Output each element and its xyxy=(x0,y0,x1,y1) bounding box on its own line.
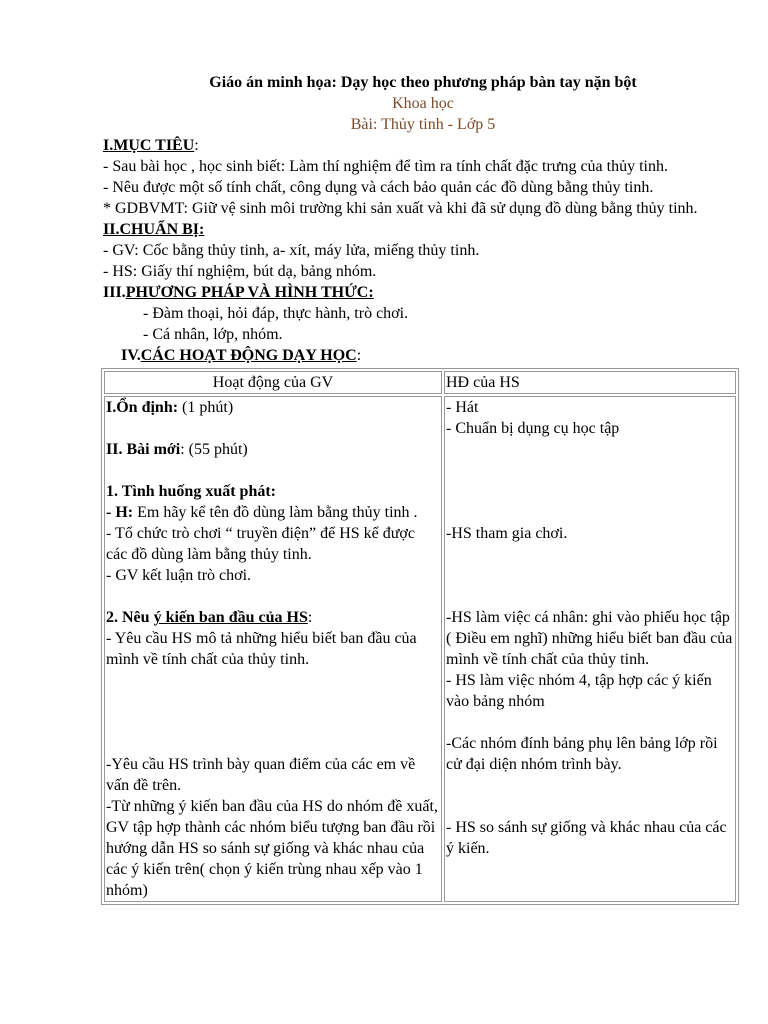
step2-line-2: -Yêu cầu HS trình bày quan điểm của các em về vấn đề trên. xyxy=(106,756,416,794)
section3-line-2: - Cá nhân, lớp, nhóm. xyxy=(143,326,283,343)
lesson-plan-page xyxy=(103,72,743,905)
section3-line-1: - Đàm thoại, hỏi đáp, thực hành, trò chơi. xyxy=(143,305,409,322)
section4-heading-line xyxy=(103,345,743,366)
section1-line-2: - Nêu được một số tính chất, công dụng và cách bảo quản các đồ dùng bằng thủy tinh. xyxy=(103,179,654,196)
table-row xyxy=(104,396,736,902)
section4-prefix: IV. xyxy=(121,347,141,364)
section1-line-3: * GDBVMT: Giữ vệ sinh môi trường khi sản xuất và khi đã sử dụng đồ dùng bằng thủy tinh. xyxy=(103,200,698,217)
section3-heading-line xyxy=(103,282,743,303)
step1-heading: 1. Tình huống xuất phát: xyxy=(106,483,276,500)
section4-colon: : xyxy=(356,347,362,364)
on-dinh-line xyxy=(106,397,440,418)
bai-moi-label: II. Bài mới xyxy=(106,441,181,458)
activities-table xyxy=(101,368,739,905)
step1-line-3: - GV kết luận trò chơi. xyxy=(106,567,252,584)
step2-line-1: - Yêu cầu HS mô tả những hiểu biết ban đầu của mình về tính chất của thủy tinh. xyxy=(106,630,417,668)
header-gv-activity: Hoạt động của GV xyxy=(104,371,442,394)
section3-heading: PHƯƠNG PHÁP VÀ HÌNH THỨC: xyxy=(125,284,374,301)
step1-h-text: Em hãy kể tên đồ dùng làm bằng thủy tinh . xyxy=(133,504,418,521)
section1-colon: : xyxy=(194,137,199,154)
section2-line-2: - HS: Giấy thí nghiệm, bút dạ, bảng nhóm. xyxy=(103,263,377,280)
step2-heading-b: ý kiến ban đầu của HS xyxy=(153,609,308,626)
hs-line-3: -HS tham gia chơi. xyxy=(446,525,568,542)
table-header-row xyxy=(104,371,736,394)
hs-line-7: - HS so sánh sự giống và khác nhau của các ý kiến. xyxy=(446,819,727,857)
step1-h-label: - H: xyxy=(106,504,134,521)
step2-line-3: -Từ những ý kiến ban đầu của HS do nhóm đề xuất, GV tập hợp thành các nhóm biểu tượng ban đầu rồi hướng dẫn HS so sánh sự giống và khác nhau của các ý kiến trên( chọn ý kiến trùng nhau xếp vào 1 nhóm) xyxy=(106,798,438,899)
step2-heading-c: : xyxy=(307,609,313,626)
section4-heading: CÁC HOẠT ĐỘNG DẠY HỌC xyxy=(140,347,357,364)
section2-heading: II.CHUẨN BỊ: xyxy=(103,221,205,238)
bai-moi-line xyxy=(106,439,440,460)
hs-line-1: - Hát xyxy=(446,399,479,416)
on-dinh-time: (1 phút) xyxy=(178,399,234,416)
section1-heading-line xyxy=(103,135,743,156)
hs-line-5: - HS làm việc nhóm 4, tập hợp các ý kiến vào bảng nhóm xyxy=(446,672,712,710)
hs-line-2: - Chuẩn bị dụng cụ học tập xyxy=(446,420,620,437)
section1-line-1: - Sau bài học , học sinh biết: Làm thí nghiệm để tìm ra tính chất đặc trưng của thủy tinh. xyxy=(103,158,668,175)
step2-heading xyxy=(106,607,440,628)
gv-activity-cell xyxy=(104,396,442,902)
subject-line: Khoa học xyxy=(392,95,454,112)
step1-line-2: - Tổ chức trò chơi “ truyền điện” để HS kể được các đồ dùng làm bằng thủy tinh. xyxy=(106,525,415,563)
header-hs-activity: HĐ của HS xyxy=(444,371,736,394)
hs-line-6: -Các nhóm đính bảng phụ lên bảng lớp rồi cử đại diện nhóm trình bày. xyxy=(446,735,718,773)
hs-activity-cell xyxy=(444,396,736,902)
lesson-line: Bài: Thủy tinh - Lớp 5 xyxy=(350,116,496,133)
bai-moi-time: : (55 phút) xyxy=(180,441,248,458)
on-dinh-label: I.Ổn định: xyxy=(106,399,179,416)
section3-prefix: III. xyxy=(103,284,126,301)
section2-heading-line xyxy=(103,219,743,240)
step1-question xyxy=(106,502,440,523)
hs-line-4: -HS làm việc cá nhân: ghi vào phiếu học tập ( Điều em nghĩ) những hiểu biết ban đầu của mình về tính chất của thủy tinh. xyxy=(446,609,733,668)
section1-heading: I.MỤC TIÊU xyxy=(103,137,195,154)
document-title: Giáo án minh họa: Dạy học theo phương pháp bàn tay nặn bột xyxy=(209,74,637,91)
section2-line-1: - GV: Cốc bằng thủy tinh, a- xít, máy lửa, miếng thủy tinh. xyxy=(103,242,480,259)
step2-heading-a: 2. Nêu xyxy=(106,609,154,626)
